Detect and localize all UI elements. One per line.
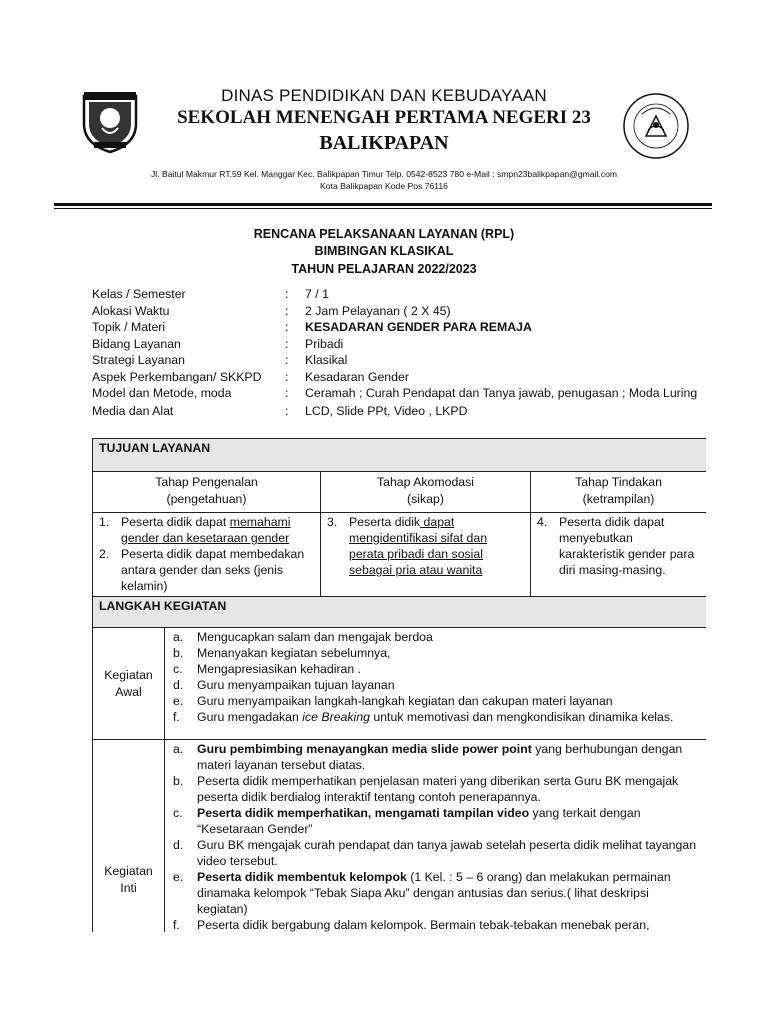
- step-item: f. Guru mengadakan ice Breaking untuk memotivasi dan mengkondisikan dinamika kelas.: [173, 710, 674, 724]
- tahap-tindakan-header: [531, 472, 707, 513]
- col-title: Tahap Tindakan: [575, 475, 662, 489]
- info-label: Bidang Layanan: [92, 336, 181, 351]
- doc-title-line-2: BIMBINGAN KLASIKAL: [314, 244, 454, 258]
- info-row: [92, 336, 692, 353]
- info-row: [92, 319, 692, 336]
- kegiatan-awal-steps: [165, 628, 707, 740]
- info-value: LCD, Slide PPt, Video , LKPD: [305, 403, 468, 418]
- colon: :: [285, 369, 289, 384]
- langkah-heading: LANGKAH KEGIATAN: [93, 597, 707, 628]
- header-rule-thin: [54, 208, 712, 209]
- address-line-2: Kota Balikpapan Kode Pos 76116: [320, 181, 448, 191]
- col-subtitle: (sikap): [407, 492, 444, 506]
- info-value: Klasikal: [305, 353, 348, 367]
- info-label: Strategi Layanan: [92, 353, 185, 367]
- info-value: 2 Jam Pelayanan ( 2 X 45): [305, 303, 451, 318]
- tahap-akomodasi-header: [321, 472, 531, 513]
- doc-title-line-3: TAHUN PELAJARAN 2022/2023: [291, 262, 477, 276]
- info-label: Model dan Metode, moda: [92, 386, 232, 400]
- address-line-1: Jl. Baitul Makmur RT.59 Kel. Manggar Kec. Balikpapan Timur Telp. 0542-8523 780 e-Mail : smpn23balikpapan@gmail.com: [150, 169, 618, 179]
- school-name: SEKOLAH MENENGAH PERTAMA NEGERI 23: [177, 107, 591, 128]
- info-value: Kesadaran Gender: [305, 369, 409, 384]
- info-value: Ceramah ; Curah Pendapat dan Tanya jawab, penugasan ; Moda Luring: [305, 386, 698, 400]
- tahap-pengenalan-header: [93, 472, 321, 513]
- step-item: a. Mengucapkan salam dan mengajak berdoa: [173, 630, 433, 644]
- info-row: [92, 303, 692, 320]
- info-row: [92, 385, 698, 402]
- tut-wuri-handayani-logo: [622, 92, 690, 160]
- list-item: 2. Peserta didik dapat membedakan antara gender dan seks (jenis kelamin): [99, 547, 305, 593]
- step-item: f. Peserta didik bergabung dalam kelompok. Bermain tebak-tebakan menebak peran,: [173, 918, 650, 932]
- info-label: Alokasi Waktu: [92, 303, 170, 318]
- pengenalan-items: [93, 513, 321, 597]
- col-subtitle: (pengetahuan): [166, 492, 247, 506]
- tindakan-items: [531, 513, 707, 597]
- kegiatan-awal-label: Kegiatan Awal: [93, 628, 165, 740]
- info-row: [92, 369, 692, 386]
- kegiatan-inti-steps: [165, 740, 707, 933]
- list-item: 4. Peserta didik dapat menyebutkan karakteristik gender para diri masing-masing.: [537, 515, 695, 577]
- list-item: 3. Peserta didik dapat mengidentifikasi sifat dan perata pribadi dan sosial sebagai pria atau wanita: [327, 515, 488, 577]
- step-item: e. Peserta didik membentuk kelompok (1 Kel. : 5 – 6 orang) dan melakukan permainan dinamaka kelompok “Tebak Siapa Aku” dengan antusias dan serius.( lihat deskripsi kegiatan): [173, 870, 671, 916]
- city-name: BALIKPAPAN: [319, 132, 449, 154]
- colon: :: [285, 336, 289, 351]
- col-title: Tahap Akomodasi: [376, 475, 475, 489]
- dinas-title: DINAS PENDIDIKAN DAN KEBUDAYAAN: [221, 86, 547, 105]
- step-item: e. Guru menyampaikan langkah-langkah kegiatan dan cakupan materi layanan: [173, 694, 613, 708]
- address: [40, 168, 728, 192]
- step-item: d. Guru BK mengajak curah pendapat dan tanya jawab setelah peserta didik melihat tayangan video tersebut.: [173, 838, 697, 868]
- doc-title-line-1: RENCANA PELAKSANAAN LAYANAN (RPL): [253, 227, 515, 241]
- step-item: b. Peserta didik memperhatikan penjelasan materi yang diberikan serta Guru BK mengajak peserta didik berdialog interaktif tentang contoh penerapannya.: [173, 774, 679, 804]
- colon: :: [285, 353, 289, 367]
- info-value: 7 / 1: [305, 287, 329, 301]
- info-value: Pribadi: [305, 336, 344, 351]
- info-row: [92, 403, 692, 420]
- colon: :: [285, 403, 289, 418]
- info-label: Media dan Alat: [92, 403, 174, 418]
- list-item: 1. Peserta didik dapat memahami gender dan kesetaraan gender: [99, 515, 291, 545]
- info-label: Aspek Perkembangan/ SKKPD: [92, 369, 262, 384]
- step-item: a. Guru pembimbing menayangkan media slide power point yang berhubungan dengan materi layanan tersebut diatas.: [173, 742, 683, 772]
- colon: :: [285, 386, 289, 400]
- step-item: c. Peserta didik memperhatikan, mengamati tampilan video yang terkait dengan “Kesetaraan Gender”: [173, 806, 641, 836]
- kegiatan-inti-label: Kegiatan Inti: [93, 740, 165, 933]
- rpl-table: [92, 438, 706, 932]
- info-row: [92, 352, 692, 369]
- info-label: Kelas / Semester: [92, 287, 186, 301]
- step-item: d. Guru menyampaikan tujuan layanan: [173, 678, 395, 692]
- tujuan-heading: TUJUAN LAYANAN: [93, 439, 707, 472]
- header-rule-thick: [54, 203, 712, 206]
- colon: :: [285, 303, 289, 318]
- tujuan-table: [92, 438, 706, 597]
- info-label: Topik / Materi: [92, 320, 166, 334]
- colon: :: [285, 287, 289, 301]
- step-item: b. Menanyakan kegiatan sebelumnya,: [173, 646, 391, 660]
- colon: :: [285, 320, 289, 334]
- col-title: Tahap Pengenalan: [155, 475, 258, 489]
- step-item: c. Mengapresiasikan kehadiran .: [173, 662, 362, 676]
- city-emblem-logo: [80, 88, 140, 154]
- info-row: [92, 286, 692, 303]
- info-value: KESADARAN GENDER PARA REMAJA: [305, 320, 532, 334]
- akomodasi-items: [321, 513, 531, 597]
- info-list: [92, 286, 698, 419]
- langkah-table: [92, 596, 706, 932]
- col-subtitle: (ketrampilan): [582, 492, 655, 506]
